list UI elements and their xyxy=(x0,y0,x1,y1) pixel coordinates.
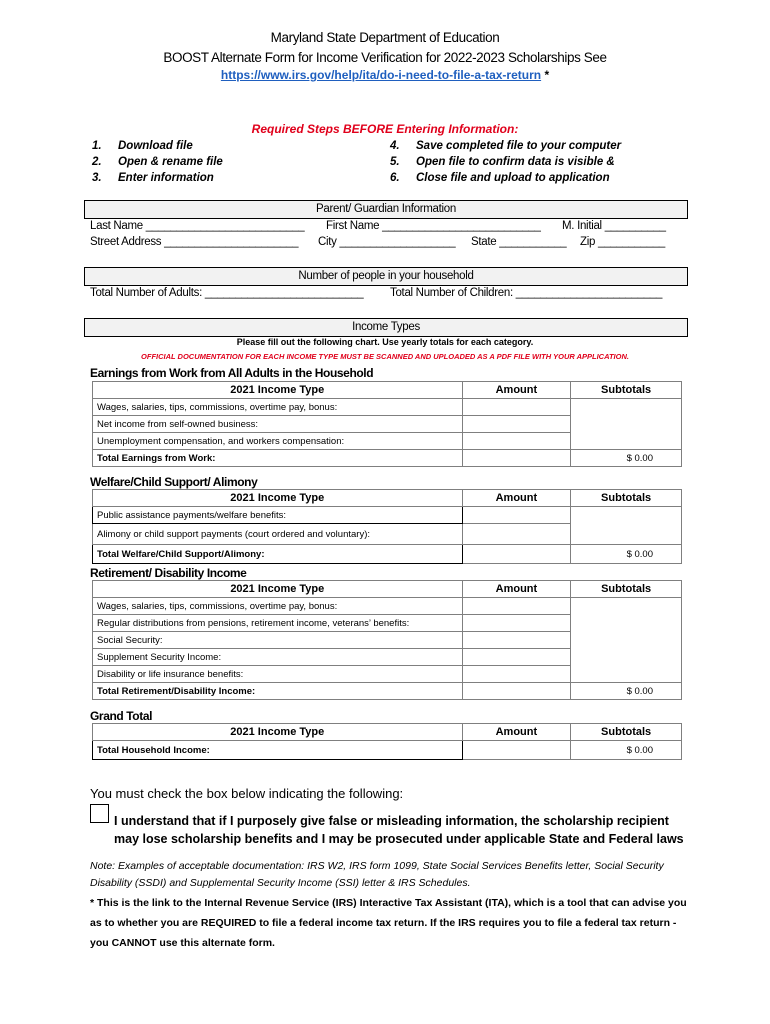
amount-input[interactable] xyxy=(462,598,571,615)
children-count-field[interactable]: Total Number of Children: ________________________ xyxy=(390,287,663,299)
step-item xyxy=(92,138,223,154)
middle-initial-field[interactable]: M. Initial __________ xyxy=(562,220,666,232)
step-item xyxy=(390,170,621,186)
step-number: 3. xyxy=(92,172,102,184)
total-amount xyxy=(462,741,571,760)
amount-input[interactable] xyxy=(462,507,571,524)
income-type-label: Social Security: xyxy=(93,632,463,649)
total-row xyxy=(93,545,682,564)
amount-input[interactable] xyxy=(462,399,571,416)
steps-left xyxy=(92,138,223,186)
income-type-label: Wages, salaries, tips, commissions, overtime pay, bonus: xyxy=(93,598,463,615)
step-item xyxy=(92,170,223,186)
subtotal-cell xyxy=(571,598,682,683)
col-header-type: 2021 Income Type xyxy=(93,490,463,507)
total-row xyxy=(93,450,682,467)
total-label: Total Earnings from Work: xyxy=(93,450,463,467)
income-type-label: Wages, salaries, tips, commissions, overtime pay, bonus: xyxy=(93,399,463,416)
household-section-header: Number of people in your household xyxy=(84,267,688,286)
step-number: 6. xyxy=(390,172,400,184)
zip-field[interactable]: Zip ___________ xyxy=(580,236,666,248)
form-title-agency: Maryland State Department of Education xyxy=(270,30,500,45)
subtotal-cell xyxy=(571,399,682,450)
irs-link-line xyxy=(0,68,770,82)
amount-input[interactable] xyxy=(462,666,571,683)
step-text: Save completed file to your computer xyxy=(416,140,622,152)
street-address-field[interactable]: Street Address ______________________ xyxy=(90,236,299,248)
retirement-table xyxy=(92,580,682,700)
guardian-section-header: Parent/ Guardian Information xyxy=(84,200,688,219)
step-item xyxy=(92,154,223,170)
table-row xyxy=(93,598,682,615)
step-text: Open file to confirm data is visible & xyxy=(416,156,615,168)
earnings-title: Earnings from Work from All Adults in the Household xyxy=(90,366,374,380)
step-number: 2. xyxy=(92,156,102,168)
step-item xyxy=(390,138,621,154)
irs-ita-footnote: * This is the link to the Internal Revenue Service (IRS) Interactive Tax Assistant (ITA), which is a tool that can advise you as to whether you are REQUIRED to file a federal income tax return. If the IRS requires you to file a federal tax return - you CANNOT use this alternate form. xyxy=(90,897,687,949)
total-amount xyxy=(462,683,571,700)
income-type-label: Disability or life insurance benefits: xyxy=(93,666,463,683)
step-number: 4. xyxy=(390,140,400,152)
income-section-header: Income Types xyxy=(84,318,688,337)
city-field[interactable]: City ___________________ xyxy=(318,236,456,248)
must-check-instruction: You must check the box below indicating the following: xyxy=(90,786,404,801)
documentation-note: Note: Examples of acceptable documentation: IRS W2, IRS form 1099, State Social Services Benefits letter, Social Security Disability (SSDI) and Supplemental Security Income (SSI) letter & IRS Schedules. xyxy=(90,860,664,889)
subtotal-cell xyxy=(571,507,682,545)
amount-input[interactable] xyxy=(462,649,571,666)
income-type-label: Supplement Security Income: xyxy=(93,649,463,666)
income-type-label: Unemployment compensation, and workers compensation: xyxy=(93,433,463,450)
step-text: Open & rename file xyxy=(118,156,223,168)
total-amount xyxy=(462,545,571,564)
steps-right xyxy=(390,138,621,186)
col-header-subtotal: Subtotals xyxy=(571,382,682,399)
col-header-amount: Amount xyxy=(462,382,571,399)
step-text: Enter information xyxy=(118,172,214,184)
last-name-field[interactable]: Last Name __________________________ xyxy=(90,220,305,232)
fill-instructions: Please fill out the following chart. Use yearly totals for each category. xyxy=(236,337,534,347)
col-header-amount: Amount xyxy=(462,490,571,507)
official-doc-warning: OFFICIAL DOCUMENTATION FOR EACH INCOME TYPE MUST BE SCANNED AND UPLOADED AS A PDF FILE WITH YOUR APPLICATION. xyxy=(141,352,629,361)
step-number: 1. xyxy=(92,140,102,152)
col-header-type: 2021 Income Type xyxy=(93,581,463,598)
form-title: BOOST Alternate Form for Income Verification for 2022-2023 Scholarships See xyxy=(163,50,607,65)
col-header-subtotal: Subtotals xyxy=(571,490,682,507)
step-text: Close file and upload to application xyxy=(416,172,610,184)
amount-input[interactable] xyxy=(462,433,571,450)
col-header-subtotal: Subtotals xyxy=(571,724,682,741)
grand-total-table xyxy=(92,723,682,760)
step-text: Download file xyxy=(118,140,193,152)
state-field[interactable]: State ___________ xyxy=(471,236,567,248)
total-label: Total Retirement/Disability Income: xyxy=(93,683,463,700)
retirement-total-value: $ 0.00 xyxy=(571,683,682,700)
adults-count-field[interactable]: Total Number of Adults: __________________________ xyxy=(90,287,364,299)
amount-input[interactable] xyxy=(462,524,571,545)
retirement-title: Retirement/ Disability Income xyxy=(90,566,247,580)
total-row xyxy=(93,683,682,700)
table-row xyxy=(93,399,682,416)
welfare-table xyxy=(92,489,682,564)
step-number: 5. xyxy=(390,156,400,168)
col-header-subtotal: Subtotals xyxy=(571,581,682,598)
acknowledgement-statement: I understand that if I purposely give false or misleading information, the scholarship recipient may lose scholarship benefits and I may be prosecuted under applicable State and Federal laws xyxy=(114,814,684,846)
total-row xyxy=(93,741,682,760)
earnings-total-value: $ 0.00 xyxy=(571,450,682,467)
acknowledgement-checkbox[interactable] xyxy=(90,804,109,823)
total-amount xyxy=(462,450,571,467)
income-type-label: Alimony or child support payments (court ordered and voluntary): xyxy=(93,524,463,545)
step-item xyxy=(390,154,621,170)
grand-total-value: $ 0.00 xyxy=(571,741,682,760)
irs-ita-link[interactable]: https://www.irs.gov/help/ita/do-i-need-to-file-a-tax-return xyxy=(220,68,542,82)
first-name-field[interactable]: First Name __________________________ xyxy=(326,220,541,232)
amount-input[interactable] xyxy=(462,416,571,433)
earnings-table xyxy=(92,381,682,467)
required-steps-title: Required Steps BEFORE Entering Information: xyxy=(251,122,519,136)
table-row xyxy=(93,507,682,524)
total-label: Total Welfare/Child Support/Alimony: xyxy=(93,545,463,564)
col-header-type: 2021 Income Type xyxy=(93,382,463,399)
welfare-total-value: $ 0.00 xyxy=(571,545,682,564)
col-header-type: 2021 Income Type xyxy=(93,724,463,741)
link-asterisk: * xyxy=(541,68,550,82)
income-type-label: Public assistance payments/welfare benefits: xyxy=(93,507,463,524)
income-type-label: Regular distributions from pensions, retirement income, veterans’ benefits: xyxy=(93,615,463,632)
amount-input[interactable] xyxy=(462,632,571,649)
total-label: Total Household Income: xyxy=(93,741,463,760)
welfare-title: Welfare/Child Support/ Alimony xyxy=(90,475,258,489)
income-type-label: Net income from self-owned business: xyxy=(93,416,463,433)
col-header-amount: Amount xyxy=(462,581,571,598)
grand-total-title: Grand Total xyxy=(90,709,153,723)
col-header-amount: Amount xyxy=(462,724,571,741)
amount-input[interactable] xyxy=(462,615,571,632)
